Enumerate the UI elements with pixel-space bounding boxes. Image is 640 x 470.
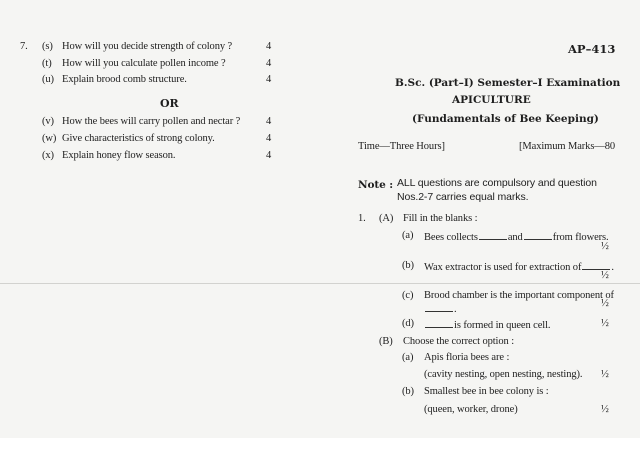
note-line-1: ALL questions are compulsory and question [397,177,597,189]
item-v-marks: 4 [266,116,272,127]
blank-c-marks: ½ [601,298,609,309]
item-w-marks: 4 [266,133,272,144]
blank-d-question: is formed in queen cell. [424,318,550,331]
blank-c-line: . [424,302,457,315]
time-label: Time—Three Hours] [358,141,445,152]
blank-a-question: Bees collects and from flowers. [424,232,609,243]
item-s-letter: (s) [42,41,53,52]
part-b-title: Choose the correct option : [403,336,515,347]
item-v-text: How the bees will carry pollen and nectar ? [62,116,241,127]
mcq-a-options: (cavity nesting, open nesting, nesting). [424,369,583,380]
item-v-letter: (v) [42,116,54,127]
mcq-a-question: Apis floria bees are : [424,352,510,363]
item-t-letter: (t) [42,58,52,69]
item-w-letter: (w) [42,133,57,144]
page-fold-line [0,283,640,284]
exam-title: B.Sc. (Part–I) Semester–I Examination [395,77,621,89]
mcq-b-options: (queen, worker, drone) [424,404,518,415]
item-w-text: Give characteristics of strong colony. [62,133,215,144]
item-s-marks: 4 [266,41,272,52]
blank-a-label: (a) [402,230,414,241]
mcq-a-marks: ½ [601,369,609,380]
subject-title: APICULTURE [452,94,531,106]
blank-a-marks: ½ [601,241,609,252]
question-1-number: 1. [358,213,366,224]
item-x-marks: 4 [266,150,272,161]
part-a-title: Fill in the blanks : [403,213,478,224]
item-t-text: How will you calculate pollen income ? [62,58,226,69]
mcq-a-label: (a) [402,352,414,363]
blank-b-marks: ½ [601,270,609,281]
part-b-label: (B) [379,336,393,347]
item-s-text: How will you decide strength of colony ? [62,41,233,52]
paper-title: (Fundamentals of Bee Keeping) [412,113,599,125]
item-t-marks: 4 [266,58,272,69]
note-line-2: Nos.2-7 carries equal marks. [397,191,529,203]
note-label: Note : [358,179,394,191]
item-u-text: Explain brood comb structure. [62,74,187,85]
mcq-b-question: Smallest bee in bee colony is : [424,386,549,397]
blank-c-label: (c) [402,290,414,301]
blank-c-question: Brood chamber is the important component of [424,290,614,301]
blank-b-question: Wax extractor is used for extraction of . [424,262,614,273]
part-a-label: (A) [379,213,394,224]
mcq-b-label: (b) [402,386,414,397]
item-u-letter: (u) [42,74,54,85]
item-u-marks: 4 [266,74,272,85]
blank-d-label: (d) [402,318,414,329]
question-7-number: 7. [20,41,28,52]
blank-d-marks: ½ [601,318,609,329]
blank-b-label: (b) [402,260,414,271]
item-x-text: Explain honey flow season. [62,150,176,161]
item-x-letter: (x) [42,150,54,161]
mcq-b-marks: ½ [601,404,609,415]
paper-code: AP–413 [568,42,616,56]
max-marks-label: [Maximum Marks—80 [519,141,615,152]
or-separator: OR [160,97,179,110]
